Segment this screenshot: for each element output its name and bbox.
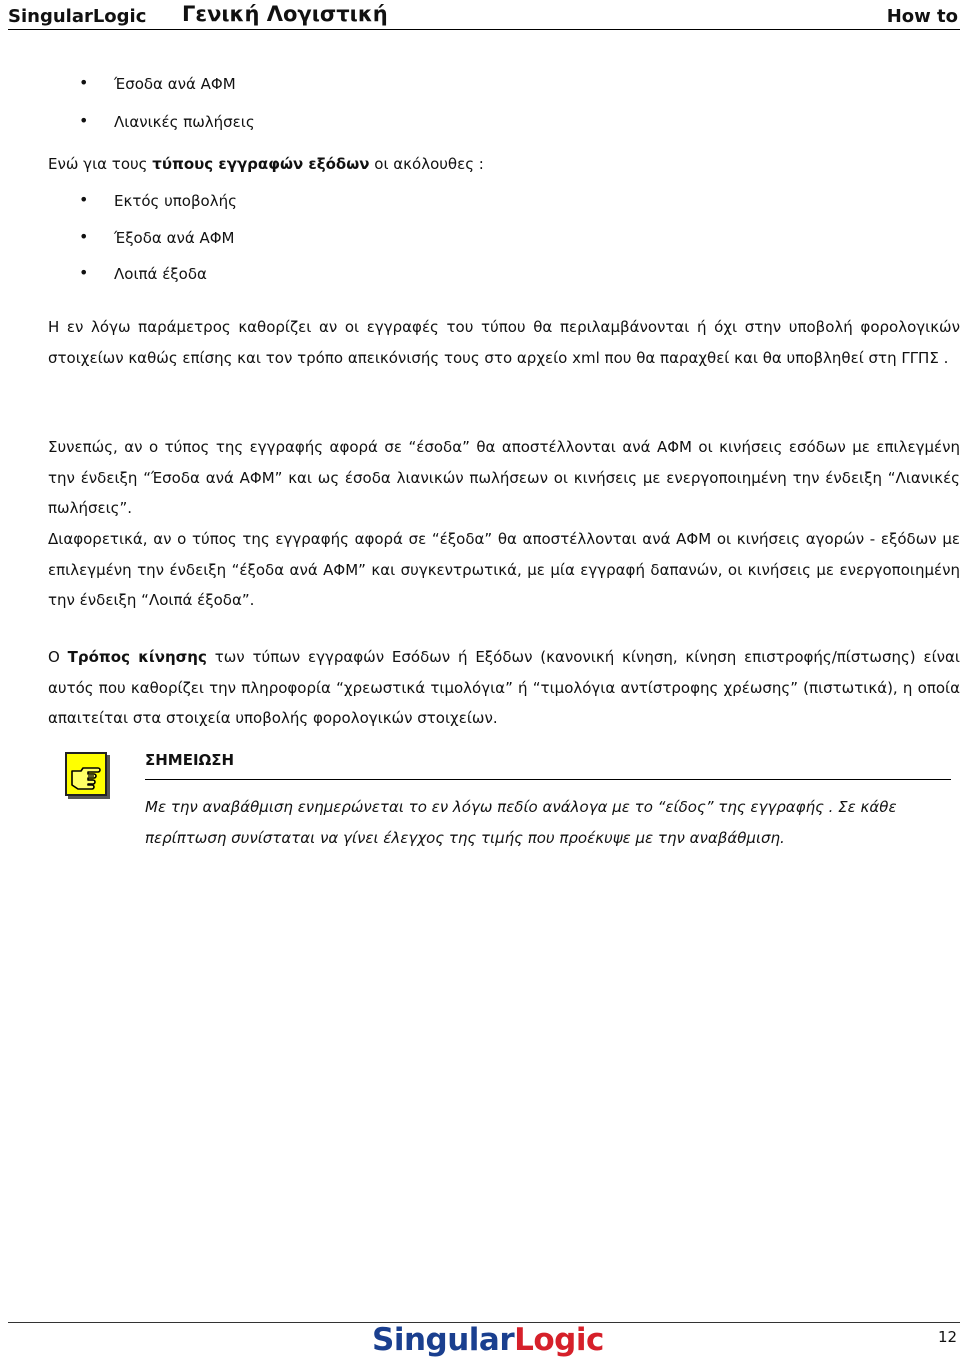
pointing-hand-icon [69, 757, 103, 791]
list-item: • Έσοδα ανά ΑΦΜ [80, 74, 202, 94]
page-number: 12 [938, 1328, 958, 1346]
header-howto: How to [886, 6, 958, 27]
list-item: • Λιανικές πωλήσεις [80, 112, 221, 132]
paragraph-3: Διαφορετικά, αν ο τύπος της εγγραφής αφορά σε “έξοδα” θα αποστέλλονται ανά ΑΦΜ οι κινήσεις αγορών - εξόδων με επιλεγμένη την ένδειξη “έξοδα ανά ΑΦΜ” και συγκεντρωτικά, με μία εγγραφή δαπανών, οι κινήσεις με ενεργοποιημένη την ένδειξη “Λοιπά έξοδα”. [48, 530, 960, 609]
note-heading: ΣΗΜΕΙΩΣΗ [145, 751, 235, 769]
note-text: Με την αναβάθμιση ενημερώνεται το εν λόγω πεδίο ανάλογα με το “είδος” της εγγραφής . Σε κάθε περίπτωση συνίσταται να γίνει έλεγχος της τιμής που προέκυψε με την αναβάθμιση. [145, 798, 897, 847]
header-title: Γενική Λογιστική [182, 2, 388, 26]
note-icon [65, 752, 107, 796]
list-item: • Εκτός υποβολής [80, 191, 203, 211]
list-item: • Έξοδα ανά ΑΦΜ [80, 228, 201, 248]
paragraph-1: Η εν λόγω παράμετρος καθορίζει αν οι εγγραφές του τύπου θα περιλαμβάνονται ή όχι στην υποβολή φορολογικών στοιχείων καθώς επίσης και τον τρόπο απεικόνισής τους στο αρχείο xml που θα παραχθεί και θα υποβληθεί στη ΓΓΠΣ . [48, 318, 960, 367]
list-item: • Λοιπά έξοδα [80, 264, 173, 284]
paragraph-2: Συνεπώς, αν ο τύπος της εγγραφής αφορά σε “έσοδα” θα αποστέλλονται ανά ΑΦΜ οι κινήσεις εσόδων με επιλεγμένη την ένδειξη “Έσοδα ανά ΑΦΜ” και ως έσοδα λιανικών πωλήσεων οι κινήσεις με ενεργοποιημένη την ένδειξη “Λιανικές πωλήσεις”. [48, 438, 960, 517]
expense-intro: Ενώ για τους τύπους εγγραφών εξόδων οι ακόλουθες : [48, 155, 484, 173]
note-divider [145, 779, 951, 780]
page-header [8, 0, 960, 30]
footer-logo: SingularLogic [372, 1322, 604, 1358]
paragraph-4: Ο Τρόπος κίνησης των τύπων εγγραφών Εσόδων ή Εξόδων (κανονική κίνηση, κίνηση επιστροφής/πίστωσης) είναι αυτός που καθορίζει την πληροφορία “χρεωστικά τιμολόγια” ή “τιμολόγια αντίστροφης χρέωσης” (πιστωτικά), η οποία απαιτείται στα στοιχεία υποβολής φορολογικών στοιχείων. [48, 648, 960, 727]
header-brand: SingularLogic [8, 6, 147, 27]
